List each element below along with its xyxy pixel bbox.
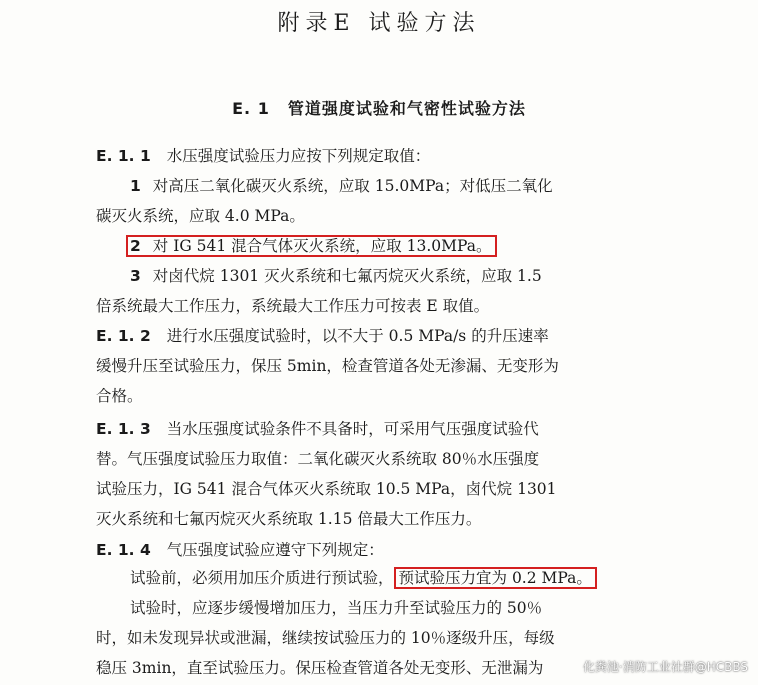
clause-e-1-4-line-4: 时，如未发现异状或泄漏，继续按试验压力的 10％逐级升压，每级 — [96, 629, 555, 647]
item-2 — [130, 236, 668, 256]
clause-number: E. 1. 4 — [96, 541, 151, 559]
clause-e-1-2 — [96, 326, 668, 346]
item-1 — [130, 176, 668, 196]
clause-number: E. 1. 3 — [96, 420, 151, 438]
section-heading — [0, 96, 758, 119]
clause-text: 当水压强度试验条件不具备时，可采用气压强度试验代 — [166, 420, 539, 438]
pretest-text: 试验前，必须用加压介质进行预试验， — [130, 569, 394, 587]
clause-e-1-2-line-2: 缓慢升压至试验压力，保压 5min，检查管道各处无渗漏、无变形为 — [96, 357, 559, 375]
highlight-box-pretest-pressure: 预试验压力宜为 0.2 MPa。 — [394, 567, 597, 589]
item-3 — [130, 266, 668, 286]
section-number: E. 1 — [232, 99, 270, 118]
item-3-continued: 倍系统最大工作压力，系统最大工作压力可按表 E 取值。 — [96, 297, 490, 315]
item-text: 对高压二氧化碳灭火系统，应取 15.0MPa；对低压二氧化 — [152, 177, 553, 195]
clause-number: E. 1. 1 — [96, 147, 151, 165]
item-number: 1 — [130, 177, 141, 195]
watermark: 化粪池·消防工业社群@HCBBS — [582, 660, 748, 674]
clause-e-1-3-line-4: 灭火系统和七氟丙烷灭火系统取 1.15 倍最大工作压力。 — [96, 510, 482, 528]
item-text: 对卤代烷 1301 灭火系统和七氟丙烷灭火系统，应取 1.5 — [152, 267, 542, 285]
clause-number: E. 1. 2 — [96, 327, 151, 345]
item-1-continued: 碳灭火系统，应取 4.0 MPa。 — [96, 207, 305, 225]
clause-e-1-3 — [96, 419, 668, 439]
clause-text: 进行水压强度试验时，以不大于 0.5 MPa/s 的升压速率 — [166, 327, 549, 345]
highlight-box-item-2 — [126, 235, 497, 257]
item-number: 3 — [130, 267, 141, 285]
clause-e-1-4-line-2 — [130, 568, 668, 588]
appendix-title: 附录E 试验方法 — [277, 11, 481, 36]
clause-e-1-3-line-3: 试验压力，IG 541 混合气体灭火系统取 10.5 MPa，卤代烷 1301 — [96, 480, 557, 498]
clause-e-1-4-line-5: 稳压 3min，直至试验压力。保压检查管道各处无变形、无泄漏为 — [96, 659, 544, 677]
section-title: 管道强度试验和气密性试验方法 — [287, 99, 526, 118]
clause-e-1-4 — [96, 540, 668, 560]
clause-e-1-4-line-3: 试验时，应逐步缓慢增加压力，当压力升至试验压力的 50％ — [130, 599, 543, 617]
clause-e-1-2-line-3: 合格。 — [96, 387, 143, 405]
clause-text: 水压强度试验压力应按下列规定取值： — [166, 147, 431, 165]
clause-e-1-3-line-2: 替。气压强度试验压力取值：二氧化碳灭火系统取 80％水压强度 — [96, 450, 540, 468]
item-number: 2 — [130, 237, 141, 255]
item-text: 对 IG 541 混合气体灭火系统，应取 13.0MPa。 — [152, 237, 492, 255]
clause-text: 气压强度试验应遵守下列规定： — [166, 541, 384, 559]
clause-e-1-1 — [96, 146, 668, 166]
